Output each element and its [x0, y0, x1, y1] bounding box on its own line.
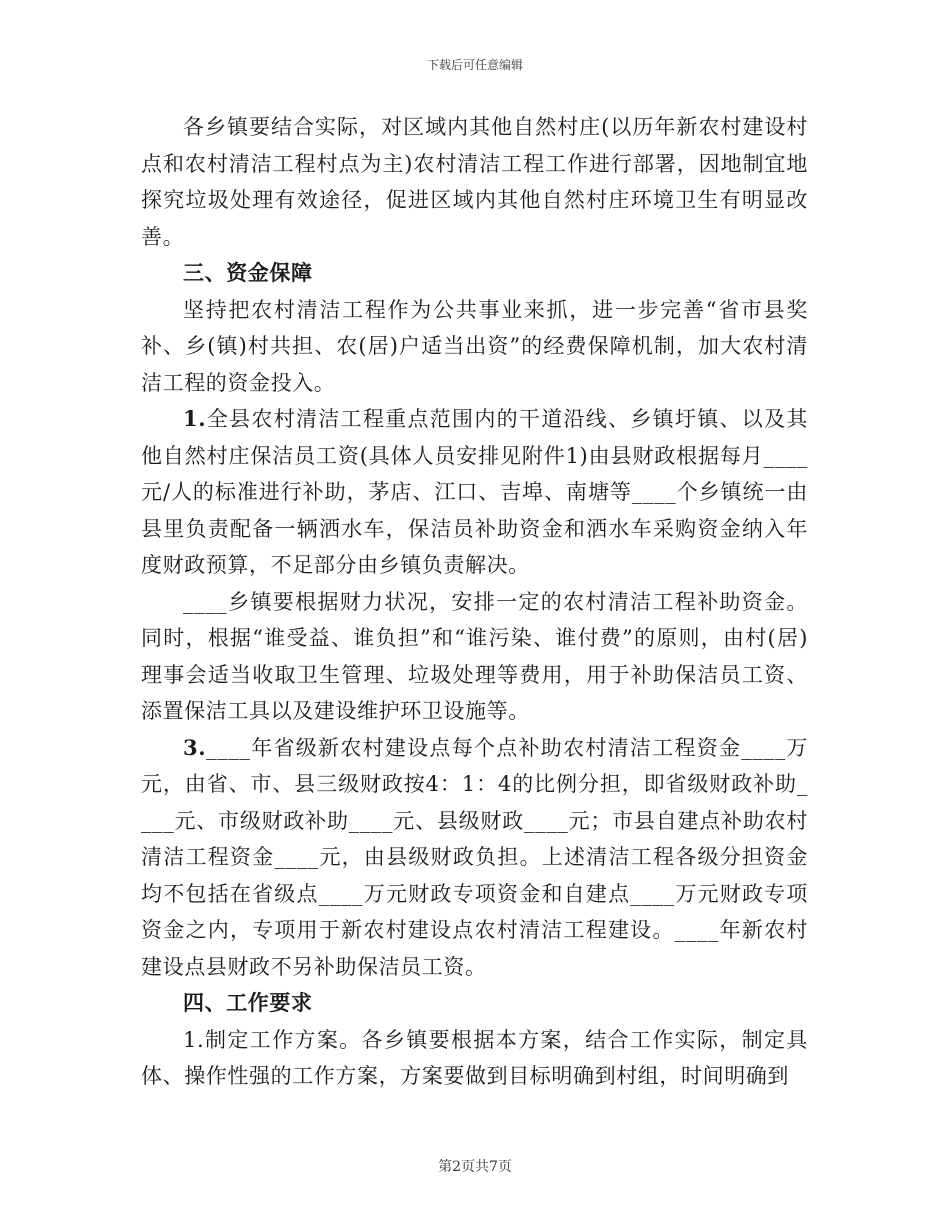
paragraph-township-funds: ____乡镇要根据财力状况，安排一定的农村清洁工程补助资金。同时，根据“谁受益、谁负担”和“谁污染、谁付费”的原则，由村(居)理事会适当收取卫生管理、垃圾处理等费用，用于补助保洁员工资、添置保洁工具以及建设维护环卫设施等。 — [141, 589, 808, 723]
paragraph-funding-mechanism: 坚持把农村清洁工程作为公共事业来抓，进一步完善“省市县奖补、乡(镇)村共担、农(居)户适当出资”的经费保障机制，加大农村清洁工程的资金投入。 — [141, 297, 808, 395]
item-text: 全县农村清洁工程重点范围内的干道沿线、乡镇圩镇、以及其他自然村庄保洁员工资(具体人员安排见附件1)由县财政根据每月____元/人的标准进行补助，茅店、江口、吉埠、南塘等____个乡镇统一由县里负责配备一辆洒水车，保洁员补助资金和洒水车采购资金纳入年度财政预算，不足部分由乡镇负责解决。 — [141, 407, 808, 577]
item-number: 3. — [183, 734, 207, 760]
section-heading-requirements: 四、工作要求 — [183, 990, 313, 1015]
paragraph-villages: 各乡镇要结合实际，对区域内其他自然村庄(以历年新农村建设村点和农村清洁工程村点为主)农村清洁工程工作进行部署，因地制宜地探究垃圾处理有效途径，促进区域内其他自然村庄环境卫生有明显改善。 — [141, 115, 808, 249]
paragraph-item-1 — [141, 401, 808, 584]
item-text: 制定工作方案。各乡镇要根据本方案，结合工作实际，制定具体、操作性强的工作方案，方案要做到目标明确到村组，时间明确到 — [141, 1027, 808, 1088]
page-footer: 第2页共7页 — [438, 1159, 512, 1175]
header-note: 下载后可任意编辑 — [426, 58, 523, 72]
paragraph-work-plan — [141, 1022, 808, 1095]
section-heading-funding: 三、资金保障 — [183, 260, 313, 285]
item-text: ____年省级新农村建设点每个点补助农村清洁工程资金____万元，由省、市、县三级财政按4：1：4的比例分担，即省级财政补助____元、市级财政补助____元、县级财政____元；市县自建点补助农村清洁工程资金____元，由县级财政负担。上述清洁工程各级分担资金均不包括在省级点____万元财政专项资金和自建点____万元财政专项资金之内，专项用于新农村建设点农村清洁工程建设。____年新农村建设点县财政不另补助保洁员工资。 — [141, 735, 808, 979]
paragraph-item-3 — [141, 730, 808, 986]
item-number: 1. — [183, 1027, 205, 1052]
document-body — [141, 109, 808, 1095]
item-number: 1. — [183, 406, 207, 431]
